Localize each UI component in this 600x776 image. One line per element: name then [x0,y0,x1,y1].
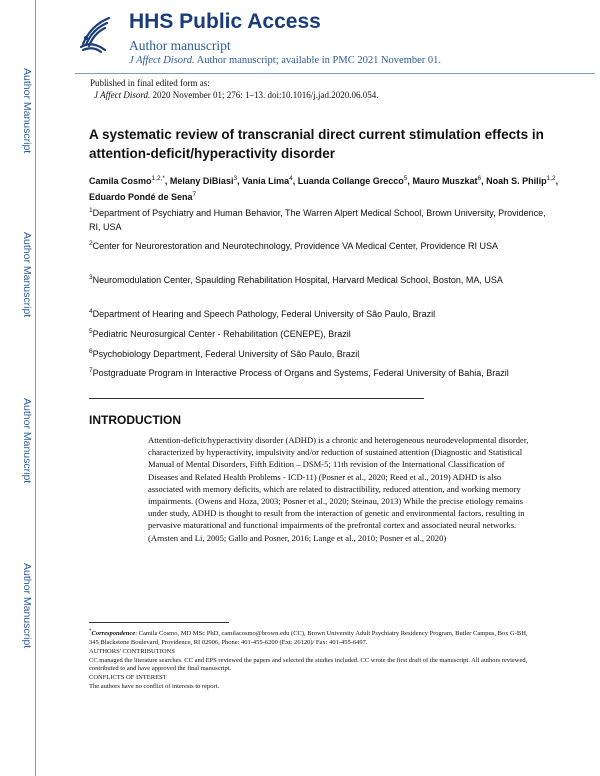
citation-details: 2020 November 01; 276: 1–13. doi:10.1016/j.jad.2020.06.054. [150,90,379,100]
affiliation-number: 1 [89,207,93,214]
footnote-divider [89,622,229,623]
affiliation [89,345,559,362]
sidebar-rail [35,0,36,776]
sidebar [0,0,52,776]
affiliation-text: Center for Neurorestoration and Neurotechnology, Providence VA Medical Center, Providence RI USA [92,241,499,251]
section-divider [89,398,424,399]
author-name: Camila Cosmo [89,176,152,186]
affiliation [89,305,559,322]
journal-abbrev: J Affect Disord. [129,55,195,66]
sidebar-label: Author Manuscript [21,563,33,649]
affiliation-number: 6 [89,348,93,355]
sidebar-label: Author Manuscript [21,68,33,154]
affiliation [89,364,559,381]
citation-journal: J Affect Disord. [94,90,151,100]
author-affiliation-mark: 4 [289,175,293,182]
contributions-heading: AUTHORS' CONTRIBUTIONS [89,647,175,655]
affiliation-text: Department of Hearing and Speech Pathology, Federal University of São Paulo, Brazil [92,309,436,319]
affiliation [89,271,559,288]
journal-note: Author manuscript; available in PMC 2021 November 01. [194,55,442,66]
manuscript-label: Author manuscript [129,38,231,53]
affiliation-text: Neuromodulation Center, Spaulding Rehabilitation Hospital, Harvard Medical School, Boston, MA, USA [92,275,503,285]
correspondence-text: : Camila Cosmo, MD MSc PhD, camilacosmo@brown.edu (CC), Brown University Adult Psychiatry Residency Program, Butler Campus, Box G-BH, 345 Blackstone Boulevard, Providence, RI 02906, Phone: 401-455-6200 (Ext: 26120)/ Fax: 401-455-6497. [89,630,528,646]
footnote-mark: * [89,629,92,634]
section-heading: INTRODUCTION [89,413,181,427]
publication-info [90,77,378,101]
affiliation [89,325,559,342]
footnotes [89,628,529,692]
author-list: Camila Cosmo$^{1,2,*}$, Melany DiBiasi$^3$, Vania Lima$^4$, Luanda Collange Grecco$^5$, Mauro Muszkat$^6$, Noah S. Philip$^{1,2}$, Eduardo Pondé de Sena$^7$ [89,175,559,202]
page-header [75,10,595,72]
contributions-text: CC managed the literature searches. CC and EPS reviewed the papers and selected the studies included. CC wrote the first draft of the manuscript. All authors reviewed, contributed to and have approved the final manuscript. [89,656,528,673]
affiliation-text: Pediatric Neurosurgical Center - Rehabilitation (CENEPE), Brazil [92,329,351,339]
author-name: Mauro Muszkat [412,176,478,186]
conflicts-text: The authors have no conflict of interests to report. [89,682,220,690]
affiliation-text: Psychobiology Department, Federal University of São Paulo, Brazil [92,349,360,359]
author-name: Noah S. Philip [486,176,547,186]
author-affiliation-mark: 6 [477,175,482,182]
hhs-eagle-icon [75,14,115,54]
affiliation-number: 5 [89,328,93,335]
author-affiliation-mark: 5 [403,175,408,182]
page-title: HHS Public Access [129,10,321,33]
author-name: Eduardo Pondé de Sena [89,192,193,202]
author-affiliation-mark: 3 [233,175,238,182]
affiliation-number: 4 [89,308,93,315]
author-name: Luanda Collange Grecco [297,176,404,186]
affiliation [89,204,559,234]
affiliation-number: 7 [89,367,93,374]
sidebar-label: Author Manuscript [21,232,33,318]
correspondence-note [89,628,529,648]
correspondence-label: Correspondence [91,630,136,638]
citation [90,89,378,101]
article-title: A systematic review of transcranial direct current stimulation effects in attention-deficit/hyperactivity disorder [89,127,544,161]
header-divider [75,73,595,74]
affiliation-number: 2 [89,240,93,247]
affiliation-number: 3 [89,274,93,281]
author-name: Melany DiBiasi [169,176,234,186]
affiliation [89,237,559,254]
conflicts-heading: CONFLICTS OF INTEREST [89,674,167,682]
introduction-paragraph: Attention-deficit/hyperactivity disorder (ADHD) is a chronic and heterogeneous neurodevelopmental disorder, characterized by hyperactivity, impulsivity and/or reduction of sustained attention (Diagnostic and Statistical Manual of Mental Disorders, Fifth Edition – DSM-5; 11th revision of the International Classification of Diseases and Related Health Problems - ICD-11) (Posner et al., 2020; Reed et al., 2019) ADHD is also associated with memory deficits, which are related to distractibility, reduced attention, and working memory impairments. (Owens and Hoza, 2003; Posner et al., 2020; Steinau, 2013) While the precise etiology remains under study, ADHD is thought to result from the interaction of genetic and environmental factors, resulting in pervasive maturational and functional impairments of the prefrontal cortex and associated neural networks.(Arnsten and Li, 2005; Gallo and Posner, 2016; Lange et al., 2010; Posner et al., 2020) [148,435,529,543]
author-affiliation-mark: 1,2,* [151,175,165,182]
journal-availability [129,55,441,66]
affiliation-text: Postgraduate Program in Interactive Process of Organs and Systems, Federal University of Bahia, Brazil [92,368,509,378]
sidebar-label: Author Manuscript [21,398,33,484]
author-affiliation-mark: 1,2 [546,175,556,182]
author-affiliation-mark: 7 [192,191,197,198]
publication-label: Published in final edited form as: [90,78,210,88]
affiliation-text: Department of Psychiatry and Human Behavior, The Warren Alpert Medical School, Brown University, Providence, RI, USA [89,208,546,232]
author-name: Vania Lima [242,176,290,186]
